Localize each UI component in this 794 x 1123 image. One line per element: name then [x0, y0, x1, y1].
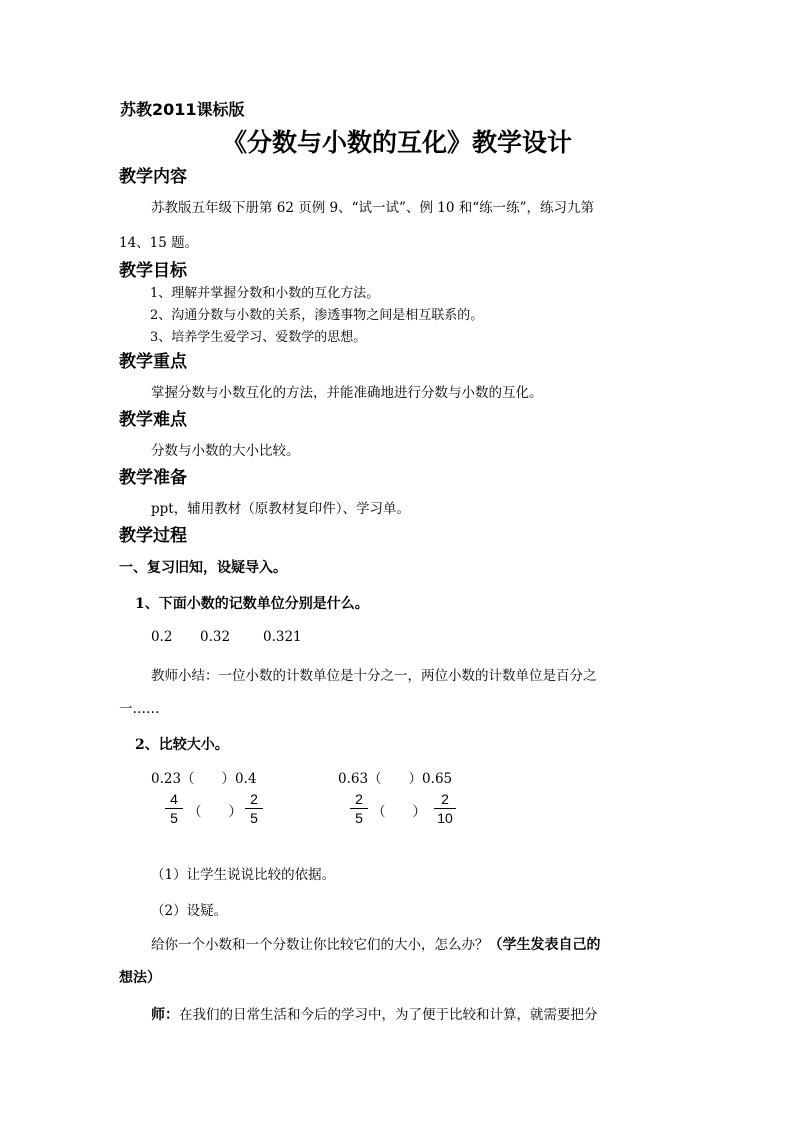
goal-item-2: 2、沟通分数与小数的关系，渗透事物之间是相互联系的。: [150, 308, 484, 323]
fraction-bar: [434, 808, 456, 809]
prep-text: ppt，辅用教材（原教材复印件）、学习单。: [151, 501, 410, 517]
heading-goals: 教学目标: [119, 261, 187, 281]
key-text: 掌握分数与小数互化的方法，并能准确地进行分数与小数的互化。: [151, 385, 543, 401]
ask-line: [151, 933, 601, 954]
fraction-denominator: 10: [437, 810, 453, 826]
decimal-2: 0.32: [200, 629, 231, 645]
paren-left: （ ）: [188, 804, 242, 820]
teacher-line: [151, 1003, 598, 1024]
sub-item-2: （2）设疑。: [151, 903, 228, 919]
goal-item-3: 3、培养学生爱学习、爱数学的思想。: [150, 330, 367, 345]
heading-prep: 教学准备: [119, 468, 187, 488]
teacher-label: 师：: [151, 1007, 179, 1023]
goal-item-1: 1、理解并掌握分数和小数的互化方法。: [150, 286, 380, 301]
teacher-text: 在我们的日常生活和今后的学习中，为了便于比较和计算，就需要把分: [179, 1007, 598, 1023]
heading-difficulty: 教学难点: [119, 410, 187, 430]
fraction-numerator: 2: [441, 791, 449, 807]
question-1: 1、下面小数的记数单位分别是什么。: [135, 596, 369, 612]
sub-item-1: （1）让学生说说比较的依据。: [151, 867, 336, 883]
fraction-bar: [245, 808, 263, 809]
heading-process: 教学过程: [119, 526, 187, 546]
fraction-denominator: 5: [170, 810, 178, 826]
step-1: 一、复习旧知，设疑导入。: [119, 560, 287, 576]
page-title: 《分数与小数的互化》教学设计: [221, 128, 572, 157]
fraction-denominator: 5: [250, 810, 258, 826]
fraction-bar: [350, 808, 368, 809]
decimal-1: 0.2: [151, 629, 173, 645]
fraction-numerator: 4: [170, 791, 178, 807]
paren-right: （ ）: [372, 804, 426, 820]
compare-2: 0.63（ ）0.65: [338, 771, 453, 787]
heading-key: 教学重点: [119, 352, 187, 372]
fraction-left-b: [243, 791, 265, 826]
fraction-right-b: [432, 791, 458, 826]
fraction-left-a: [163, 791, 185, 826]
doc-header: 苏教2011课标版: [120, 100, 245, 119]
ask-note: （学生发表自己的: [488, 937, 601, 953]
ask-note-continued: 想法）: [119, 970, 161, 986]
compare-1: 0.23（ ）0.4: [151, 771, 257, 787]
summary-line-2: 一……: [119, 701, 160, 717]
content-line-1: 苏教版五年级下册第 62 页例 9、“试一试”、例 10 和“练一练”，练习九第: [151, 200, 595, 216]
ask-text: 给你一个小数和一个分数让你比较它们的大小，怎么办？: [151, 937, 489, 953]
content-line-2: 14、15 题。: [119, 235, 199, 251]
fraction-right-a: [348, 791, 370, 826]
decimal-3: 0.321: [263, 629, 302, 645]
fraction-numerator: 2: [355, 791, 363, 807]
difficulty-text: 分数与小数的大小比较。: [151, 443, 300, 459]
fraction-numerator: 2: [250, 791, 258, 807]
fraction-bar: [165, 808, 183, 809]
heading-content: 教学内容: [119, 167, 187, 187]
summary-line-1: 教师小结：一位小数的计数单位是十分之一，两位小数的计数单位是百分之: [151, 668, 597, 684]
fraction-denominator: 5: [355, 810, 363, 826]
question-2: 2、比较大小。: [135, 737, 229, 753]
